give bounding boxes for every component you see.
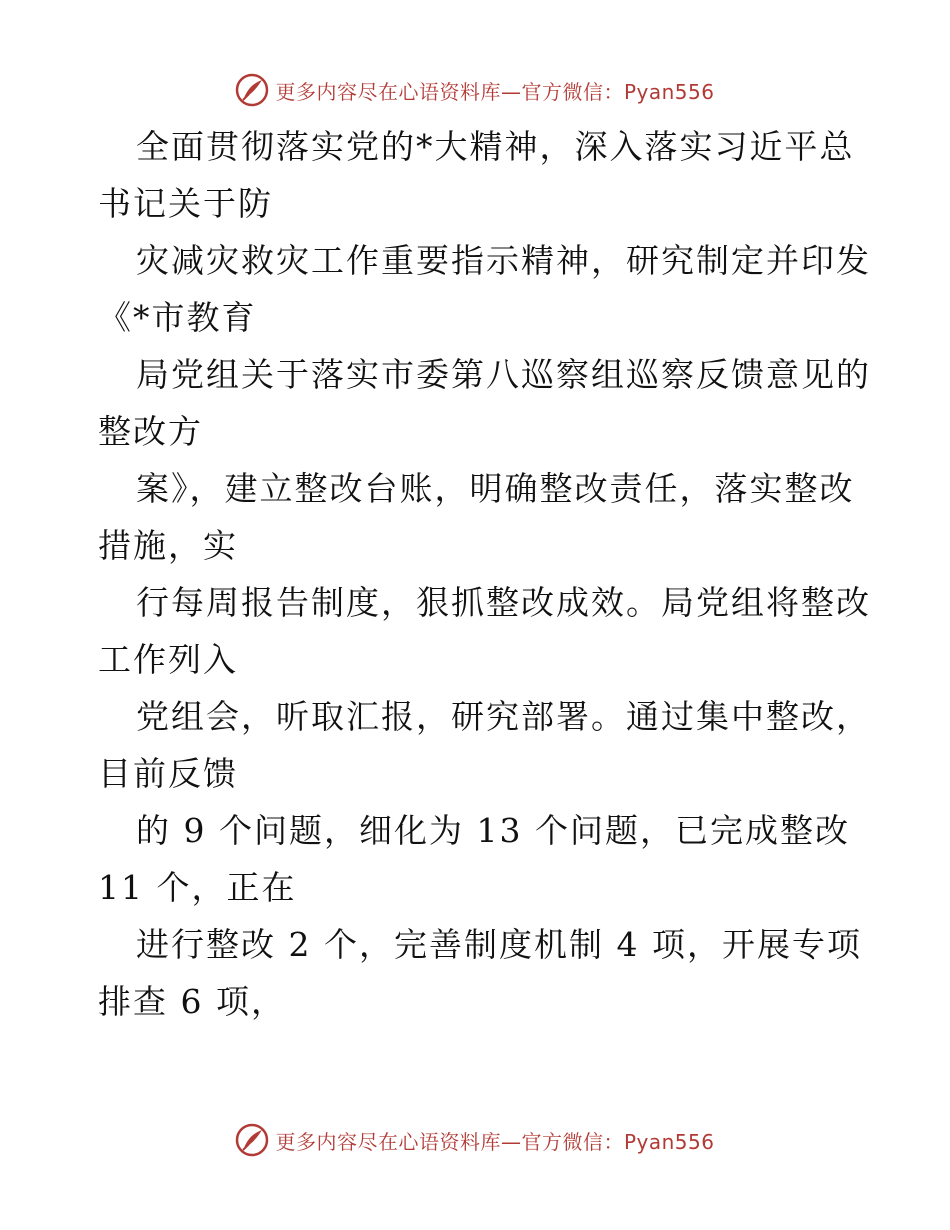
text-line: 全面贯彻落实党的*大精神，深入落实习近平总: [136, 127, 855, 166]
footer-banner-text: 更多内容尽在心语资料库—官方微信：Pyan556: [275, 1129, 715, 1154]
document-body: [98, 118, 871, 1030]
text-line: 措施，实: [98, 526, 238, 565]
text-line: 目前反馈: [98, 754, 238, 793]
text-line: 的 9 个问题，细化为 13 个问题，已完成整改: [136, 811, 850, 850]
text-line: 行每周报告制度，狠抓整改成效。局党组将整改: [136, 583, 871, 622]
text-line: 灾减灾救灾工作重要指示精神，研究制定并印发: [136, 241, 871, 280]
text-line: 11 个，正在: [98, 868, 297, 907]
feather-logo-icon: [235, 73, 269, 107]
text-line: 《*市教育: [98, 298, 257, 337]
text-line: 工作列入: [98, 640, 238, 679]
feather-logo-icon: [235, 1123, 269, 1157]
text-line: 进行整改 2 个，完善制度机制 4 项，开展专项: [136, 925, 862, 964]
header-watermark-banner: [0, 68, 950, 112]
text-line: 排查 6 项，: [98, 982, 286, 1021]
text-line: 整改方: [98, 412, 203, 451]
footer-watermark-banner: [0, 1118, 950, 1162]
text-line: 局党组关于落实市委第八巡察组巡察反馈意见的: [136, 355, 871, 394]
header-banner-text: 更多内容尽在心语资料库—官方微信：Pyan556: [275, 79, 715, 104]
text-line: 案》，建立整改台账，明确整改责任，落实整改: [136, 469, 855, 508]
text-line: 党组会，听取汇报，研究部署。通过集中整改，: [136, 697, 871, 736]
text-line: 书记关于防: [98, 184, 273, 223]
